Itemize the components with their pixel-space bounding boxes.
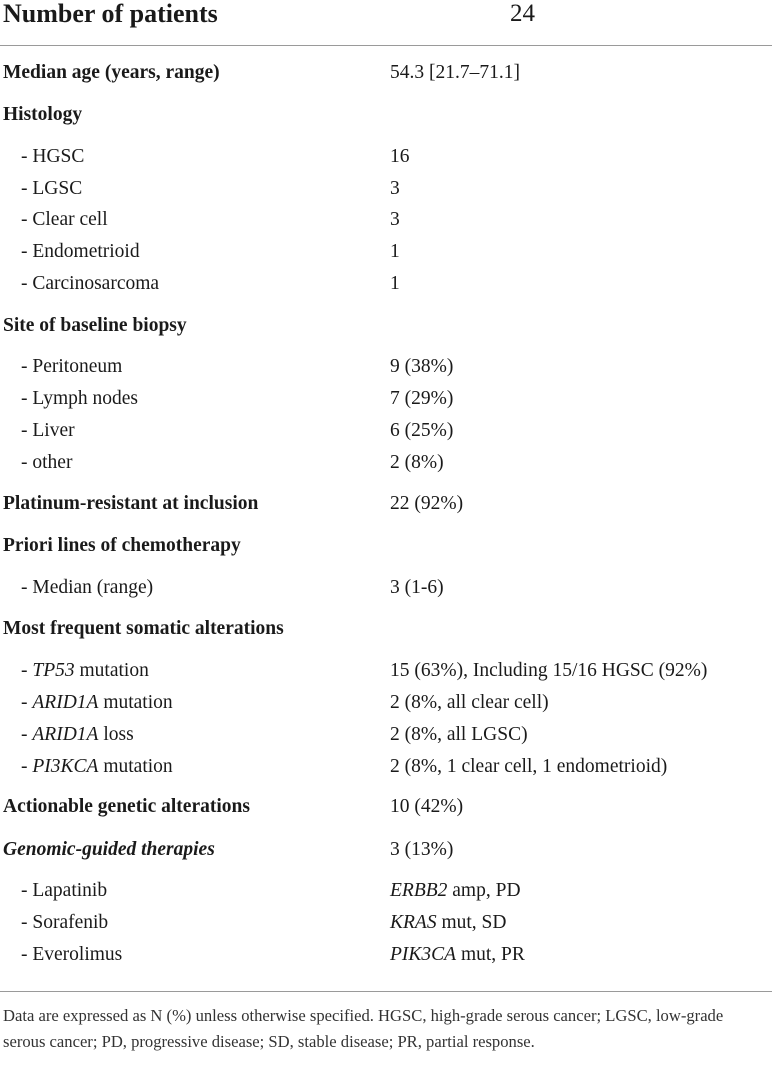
row-value-suffix: mut, PR [456,944,525,965]
row-value: 1 [390,273,400,294]
row-label [21,752,173,782]
row-label: - Median (range) [21,577,154,598]
row-label [21,656,149,686]
gene-name: KRAS [390,912,437,933]
row-label [21,688,173,718]
table-row [0,384,772,414]
row-label: - Clear cell [21,209,108,230]
row-value-suffix: mut, SD [436,912,507,933]
row-label: - Carcinosarcoma [21,273,160,294]
row-label-suffix: loss [98,724,134,745]
row-somatic-alterations [0,614,772,644]
table-row [0,416,772,446]
row-value [390,876,521,906]
row-value: 54.3 [21.7–71.1] [390,62,520,83]
row-label: Most frequent somatic alterations [3,618,284,639]
table-row [0,573,772,603]
footer-rule [0,991,772,992]
table-row [0,352,772,382]
row-value: 3 [390,178,400,199]
gene-name: ERBB2 [390,880,448,901]
row-label: Priori lines of chemotherapy [3,535,241,556]
gene-name: ARID1A [32,692,99,713]
gene-name: ARID1A [32,724,99,745]
row-label-suffix: mutation [74,660,149,681]
row-value: 2 (8%, 1 clear cell, 1 endometrioid) [390,756,668,777]
header-rule [0,45,772,46]
row-value: 3 [390,209,400,230]
row-label: Site of baseline biopsy [3,315,187,336]
row-value: 3 (13%) [390,839,454,860]
table-row [0,656,772,686]
row-value: 2 (8%) [390,452,444,473]
row-value-suffix: amp, PD [447,880,521,901]
row-label: - Everolimus [21,944,123,965]
table-row [0,205,772,235]
row-site-of-biopsy [0,311,772,341]
row-value: 10 (42%) [390,796,464,817]
row-label: - Peritoneum [21,356,123,377]
row-label-suffix: mutation [98,756,173,777]
gene-name: TP53 [32,660,75,681]
row-value [390,908,506,938]
table-row [0,237,772,267]
row-value: 3 (1-6) [390,577,444,598]
row-label-prefix: - [21,692,33,713]
row-value: 9 (38%) [390,356,454,377]
row-value: 1 [390,241,400,262]
table-row [0,752,772,782]
row-label: Genomic-guided therapies [3,839,215,860]
gene-name: PI3KCA [32,756,99,777]
header-label: Number of patients [3,0,218,28]
row-label-prefix: - [21,660,33,681]
table-row [0,908,772,938]
table-header [0,0,772,44]
row-label-prefix: - [21,724,33,745]
row-genomic-guided-therapies [0,835,772,865]
row-label: - Sorafenib [21,912,109,933]
row-label: - LGSC [21,178,83,199]
row-value: 6 (25%) [390,420,454,441]
table-row [0,720,772,750]
row-value: 16 [390,146,410,167]
table-row [0,174,772,204]
row-label: Actionable genetic alterations [3,796,250,817]
gene-name: PIK3CA [390,944,457,965]
row-value: 2 (8%, all LGSC) [390,724,528,745]
row-label: - other [21,452,73,473]
table-row [0,142,772,172]
row-label: - Liver [21,420,75,441]
row-value [390,940,525,970]
row-label: - HGSC [21,146,85,167]
row-label-suffix: mutation [98,692,173,713]
row-platinum-resistant [0,489,772,519]
table-row [0,940,772,970]
header-value: 24 [510,0,535,27]
row-value: 22 (92%) [390,493,464,514]
row-median-age [0,58,772,88]
table-row [0,269,772,299]
row-histology [0,100,772,130]
row-label: - Lapatinib [21,880,108,901]
row-label: Platinum-resistant at inclusion [3,493,259,514]
table-footnote: Data are expressed as N (%) unless otherwise specified. HGSC, high-grade serous cancer; LGSC, low-grade serous cancer; PD, progressive disease; SD, stable disease; PR, partial response. [3,1006,724,1051]
row-label [21,720,134,750]
row-prior-lines [0,531,772,561]
row-label-prefix: - [21,756,33,777]
row-value: 15 (63%), Including 15/16 HGSC (92%) [390,660,708,681]
row-label: - Endometrioid [21,241,140,262]
table-row [0,688,772,718]
table-row [0,876,772,906]
row-label: - Lymph nodes [21,388,138,409]
table-row [0,448,772,478]
row-label: Histology [3,104,83,125]
row-label: Median age (years, range) [3,62,220,83]
row-value: 2 (8%, all clear cell) [390,692,549,713]
row-actionable-alterations [0,792,772,822]
row-value: 7 (29%) [390,388,454,409]
